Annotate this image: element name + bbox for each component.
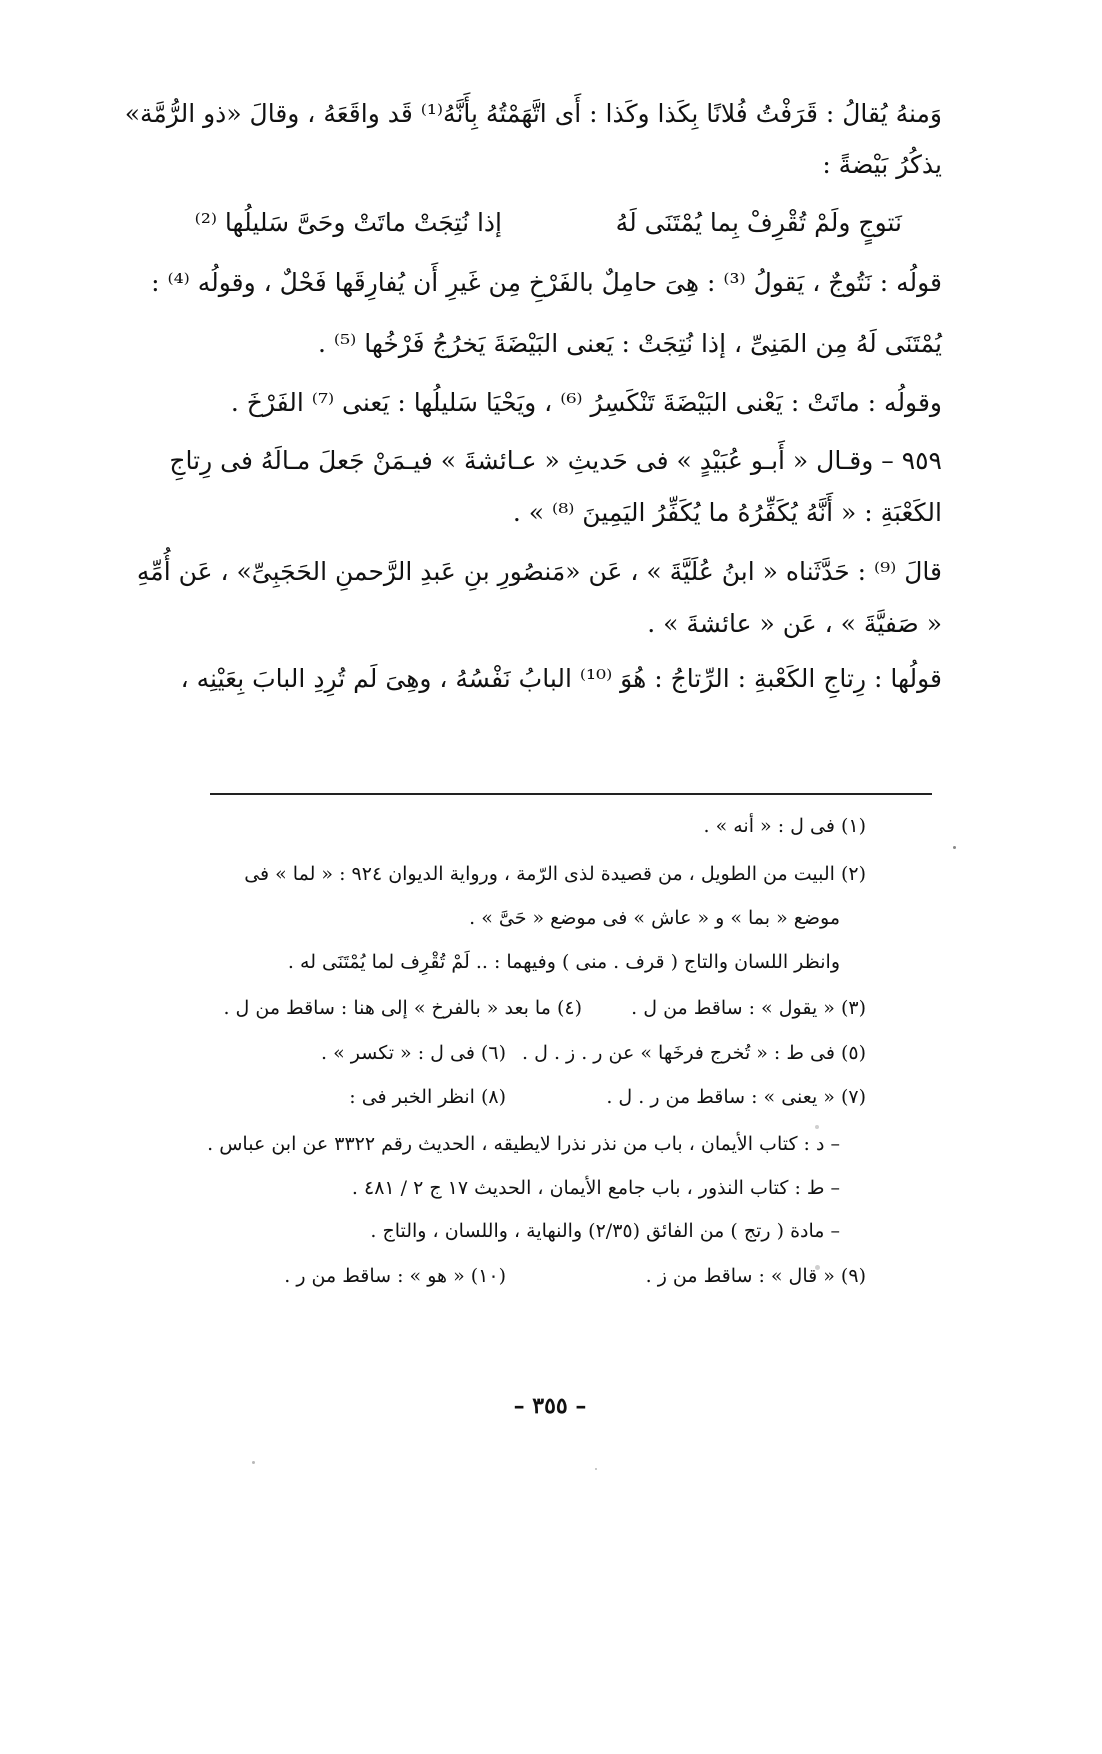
page-number: – ٣٥٥ – xyxy=(513,1393,587,1419)
footnote-8-ref-d: – د : كتاب الأيمان ، باب من نذر نذرا لايطيقه ، الحديث رقم ٣٣٢٢ عن ابن عباس . xyxy=(207,1133,840,1155)
footnote-2-line-1: (٢) البيت من الطويل ، من قصيدة لذى الرّمة ، ورواية الديوان ٩٢٤ : « لما » فى xyxy=(244,863,866,885)
body-line-11: قولُها : رِتاجِ الكَعْبةِ : الرِّتاجُ : هُوَ ⁽¹⁰⁾ البابُ نَفْسُهُ ، وهِىَ لَم تُرِدِ البابَ بِعَيْنِه ، xyxy=(180,664,942,693)
footnote-2-line-2: موضع « بما » و « عاش » فى موضع « حَىَّ » . xyxy=(469,907,840,929)
body-line-1: وَمنهُ يُقالُ : قَرَفْتُ فُلانًا بِكَذا وكَذا : أَى اتَّهَمْتُهُ بِأَنَّهُ⁽¹⁾ قَد واقَعَهُ ، وقالَ «ذو الرُّمَّة» xyxy=(124,99,942,128)
body-line-9: قالَ ⁽⁹⁾ : حَدَّثَناه « ابنُ عُلَيَّةَ » ، عَن «مَنصُورِ بنِ عَبدِ الرَّحمنِ الحَجَبِىِّ» ، عَن أُمِّهِ xyxy=(136,557,942,586)
body-line-2: يذكُرُ بَيْضةً : xyxy=(822,150,942,179)
footnote-9: (٩) « قال » : ساقط من ز . xyxy=(645,1265,866,1287)
footnote-6: (٦) فى ل : « تكسر » . xyxy=(321,1042,506,1064)
body-line-7: ٩٥٩ – وقـال « أَبـو عُبَيْدٍ » فى حَديثِ « عـائشةَ » فيـمَنْ جَعلَ مـالَهُ فى رِتاجِ xyxy=(169,446,942,475)
body-line-4: قولُه : نَتُوجٌ ، يَقولُ ⁽³⁾ : هِىَ حامِلٌ بالفَرْخِ مِن غَيرِ أَن يُفارِقَها فَحْلٌ ، وقولُه ⁽⁴⁾ : xyxy=(151,268,942,297)
footnote-4: (٤) ما بعد « بالفرخ » إلى هنا : ساقط من ل . xyxy=(223,997,582,1019)
footnote-7: (٧) « يعنى » : ساقط من ر . ل . xyxy=(606,1086,866,1108)
footnote-1: (١) فى ل : « أنه » . xyxy=(703,815,866,837)
footnote-10: (١٠) « هو » : ساقط من ر . xyxy=(284,1265,506,1287)
scan-speck xyxy=(953,846,956,849)
footnote-3: (٣) « يقول » : ساقط من ل . xyxy=(631,997,866,1019)
scan-speck xyxy=(815,1125,819,1129)
body-line-8: الكَعْبَةِ : « أَنَّهُ يُكَفِّرُهُ ما يُكَفِّرُ اليَمِينَ ⁽⁸⁾ » . xyxy=(512,498,942,527)
footnote-8: (٨) انظر الخبر فى : xyxy=(349,1086,506,1108)
body-line-10: « صَفيَّةَ » ، عَن « عائشةَ » . xyxy=(647,609,942,638)
verse-first-hemistich: نَتوجٍ ولَمْ تُقْرِفْ بِما يُمْتَنَى لَهُ xyxy=(615,208,902,237)
verse-second-hemistich: إذا نُتِجَتْ ماتَتْ وحَىَّ سَليلُها ⁽²⁾ xyxy=(194,208,502,237)
footnote-separator xyxy=(210,793,932,795)
footnote-2-line-3: وانظر اللسان والتاج ( قرف . منى ) وفيهما : .. لَمْ تُقْرِف لما يُمْتَنَى له . xyxy=(287,951,840,973)
footnote-8-ref-fa: – مادة ( رتج ) من الفائق (٢/٣٥) والنهاية ، واللسان ، والتاج . xyxy=(370,1220,840,1242)
scan-speck xyxy=(815,1265,820,1270)
body-line-5: يُمْتَنَى لَهُ مِن المَنِىِّ ، إذا نُتِجَتْ : يَعنى البَيْضَةَ يَخرُجُ فَرْخُها ⁽⁵⁾ . xyxy=(318,329,942,358)
scan-speck xyxy=(595,1468,597,1470)
footnote-5: (٥) فى ط : « تُخرج فرخَها » عن ر . ز . ل . xyxy=(522,1042,866,1064)
scan-speck xyxy=(252,1461,255,1464)
body-line-6: وقولُه : ماتَتْ : يَعْنى البَيْضَةَ تَنْكَسِرُ ⁽⁶⁾ ، ويَحْيَا سَليلُها : يَعنى ⁽⁷⁾ الفَرْخَ . xyxy=(230,388,942,417)
footnote-8-ref-t: – ط : كتاب النذور ، باب جامع الأيمان ، الحديث ١٧ ج ٢ / ٤٨١ . xyxy=(351,1177,840,1199)
